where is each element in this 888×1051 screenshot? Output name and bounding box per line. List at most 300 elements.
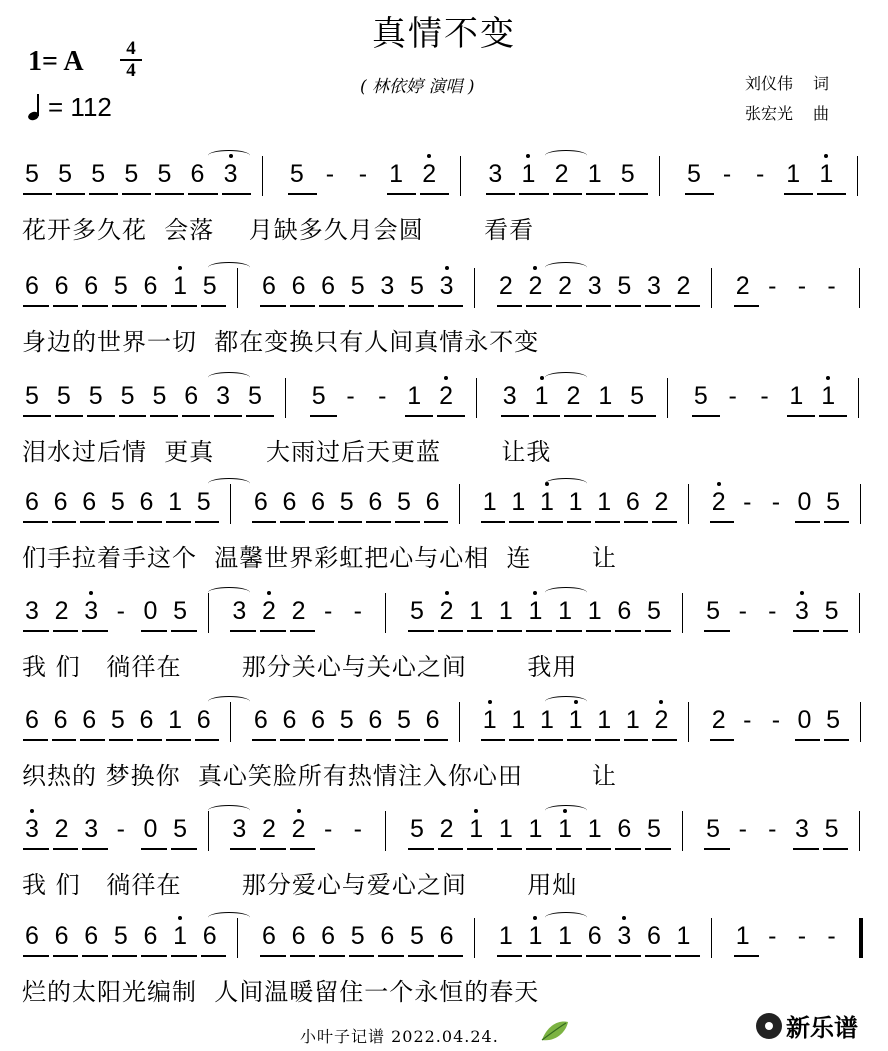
eighth-underline [53,305,79,307]
eighth-underline [824,521,849,523]
barline [859,811,860,851]
eighth-underline [437,415,465,417]
eighth-underline [214,415,242,417]
score-line [0,587,888,687]
eighth-underline [538,739,563,741]
note: 6 [53,706,68,734]
barline [459,702,460,742]
eighth-underline [586,848,612,850]
eighth-underline [171,630,197,632]
lyrics-line: 我 们 徜徉在 那分爱心与爱心之间 用灿 [22,871,578,899]
note: 5 [646,815,661,843]
notes-line [0,372,888,432]
note: 6 [25,488,39,516]
eighth-underline [586,305,612,307]
sustain-dash: - [771,488,781,516]
sustain-dash: - [827,272,836,300]
note: 5 [196,488,211,516]
eighth-underline [201,955,227,957]
eighth-underline [615,630,641,632]
eighth-underline [817,193,846,195]
note: 6 [321,272,336,300]
eighth-underline [420,193,449,195]
barline [230,484,231,524]
eighth-underline [252,739,277,741]
note: 5 [113,922,128,950]
eighth-underline [23,739,48,741]
note: 1 [676,922,691,950]
eighth-underline [538,521,563,523]
song-title: 真情不变 [372,14,516,54]
eighth-underline [171,955,197,957]
eighth-underline [53,848,79,850]
eighth-underline [710,521,735,523]
note: 3 [84,815,99,843]
eighth-underline [692,415,720,417]
note: 5 [289,160,304,188]
barline [667,378,668,418]
eighth-underline [23,521,48,523]
eighth-underline [734,305,760,307]
note: 5 [824,597,839,625]
note: 6 [261,922,276,950]
notes-line [0,150,888,210]
barline [474,918,475,958]
eighth-underline [497,848,523,850]
tie-arc [545,912,587,923]
eighth-underline [823,630,849,632]
eighth-underline [481,521,506,523]
eighth-underline [112,955,138,957]
eighth-underline [645,630,671,632]
note: 5 [826,706,841,734]
tie-arc [545,372,587,383]
note: 6 [587,922,602,950]
eighth-underline [195,739,220,741]
note: 6 [25,922,39,950]
tie-arc [545,805,587,816]
score-line [0,150,888,250]
barline [860,702,861,742]
note: 5 [410,922,424,950]
eighth-underline [155,193,184,195]
note: 5 [339,706,354,734]
note: 5 [630,382,645,410]
note: 6 [143,922,158,950]
note: 5 [350,922,365,950]
note: 5 [58,160,73,188]
note: 2 [566,382,581,410]
eighth-underline [288,193,317,195]
note: 0 [143,597,158,625]
eighth-underline [438,305,464,307]
tie-arc [545,478,587,489]
note: 5 [311,382,326,410]
barline [385,593,386,633]
barline [385,811,386,851]
eighth-underline [280,739,305,741]
sustain-dash: - [323,597,333,625]
note: 6 [139,706,154,734]
barline [859,593,860,633]
eighth-underline [309,521,334,523]
note: 2 [498,272,513,300]
note: 6 [53,488,68,516]
note: 2 [259,597,279,625]
eighth-underline [533,415,561,417]
note: 1 [525,597,545,625]
barline [859,268,860,308]
site-logo [756,1008,858,1043]
eighth-underline [624,521,649,523]
sustain-dash: - [768,597,777,625]
eighth-underline [556,848,582,850]
eighth-underline [408,848,434,850]
note: 6 [380,922,395,950]
eighth-underline [52,521,77,523]
octave-dot [826,376,830,380]
eighth-underline [553,193,582,195]
eighth-underline [23,955,49,957]
eighth-underline [793,630,819,632]
barline [860,484,861,524]
eighth-underline [467,630,493,632]
eighth-underline [82,305,108,307]
note: 1 [498,597,513,625]
notes-line [0,696,888,756]
tie-arc [208,912,250,923]
eighth-underline [795,521,820,523]
barline [230,702,231,742]
octave-dot [659,700,663,704]
sustain-dash: - [797,922,807,950]
eighth-underline [188,193,217,195]
eighth-underline [319,305,345,307]
note: 3 [614,922,634,950]
eighth-underline [501,415,529,417]
tie-arc [208,262,250,273]
note: 6 [368,706,383,734]
octave-dot [89,591,93,595]
note: 6 [368,488,383,516]
barline [459,484,460,524]
eighth-underline [378,305,404,307]
eighth-underline [53,955,79,957]
note: 5 [25,382,39,410]
eighth-underline [80,739,105,741]
eighth-underline [787,415,815,417]
note: 5 [824,815,839,843]
barline [857,156,858,196]
lyrics-line: 泪水过后情 更真 大雨过后天更蓝 让我 [22,438,552,466]
note: 5 [826,488,841,516]
eighth-underline [645,955,671,957]
eighth-underline [260,630,286,632]
note: 5 [157,160,172,188]
eighth-underline [23,305,49,307]
sustain-dash: - [323,815,333,843]
final-barline [859,918,863,958]
note: 5 [687,160,701,188]
note: 2 [735,272,750,300]
eighth-underline [387,193,416,195]
notes-line [0,805,888,865]
tie-arc [545,262,587,273]
eighth-underline [171,848,197,850]
note: 6 [253,488,268,516]
eighth-underline [252,521,277,523]
note: 2 [709,488,729,516]
eighth-underline [166,521,191,523]
note: 5 [706,815,721,843]
note: 3 [232,815,247,843]
tie-arc [208,696,250,707]
note: 5 [113,272,128,300]
note: 3 [587,272,602,300]
note: 6 [646,922,661,950]
eighth-underline [23,415,51,417]
note: 5 [706,597,721,625]
eighth-underline [567,521,592,523]
eighth-underline [260,848,286,850]
eighth-underline [290,305,316,307]
eighth-underline [137,739,162,741]
eighth-underline [675,305,701,307]
note: 6 [311,706,326,734]
note: 5 [350,272,365,300]
eighth-underline [734,955,760,957]
note: 3 [488,160,503,188]
lyrics-line: 烂的太阳光编制 人间温暖留住一个永恒的春天 [22,978,540,1006]
barline [262,156,263,196]
barline [711,268,712,308]
notes-line [0,912,888,972]
octave-dot [297,809,301,813]
octave-dot [178,266,182,270]
eighth-underline [704,848,730,850]
octave-dot [445,266,449,270]
barline [208,593,209,633]
eighth-underline [408,630,434,632]
barline [688,702,689,742]
note: 1 [170,922,190,950]
octave-dot [444,376,448,380]
key-signature: 1= A [28,46,84,77]
barline [285,378,286,418]
logo-text: 新乐谱 [786,1014,858,1042]
eighth-underline [408,305,434,307]
note: 2 [291,597,306,625]
eighth-underline [141,955,167,957]
eighth-underline [645,848,671,850]
eighth-underline [80,521,105,523]
barline [682,593,683,633]
eighth-underline [195,521,220,523]
eighth-underline [509,739,534,741]
eighth-underline [366,739,391,741]
eighth-underline [556,630,582,632]
sustain-dash: - [768,272,777,300]
note: 3 [792,597,812,625]
eighth-underline [290,955,316,957]
note: 1 [170,272,190,300]
octave-dot [540,376,544,380]
eighth-underline [52,739,77,741]
eighth-underline [823,848,849,850]
barline [688,484,689,524]
note: 3 [380,272,395,300]
sustain-dash: - [755,160,765,188]
note: 1 [587,160,602,188]
note: 2 [676,272,691,300]
note: 5 [173,815,188,843]
eighth-underline [497,305,523,307]
note: 5 [152,382,167,410]
score-line [0,262,888,362]
note: 1 [558,922,572,950]
eighth-underline [628,415,656,417]
note: 1 [587,597,602,625]
eighth-underline [260,305,286,307]
eighth-underline [53,630,79,632]
eighth-underline [795,739,820,741]
eighth-underline [645,305,671,307]
eighth-underline [652,521,677,523]
note: 5 [202,272,217,300]
note: 5 [620,160,635,188]
eighth-underline [586,193,615,195]
time-top: 4 [126,38,136,59]
note: 5 [410,272,424,300]
note: 6 [25,272,39,300]
sustain-dash: - [827,922,836,950]
eighth-underline [615,305,641,307]
sustain-dash: - [743,488,752,516]
sustain-dash: - [353,815,362,843]
octave-dot [427,154,431,158]
eighth-underline [89,193,118,195]
barline [237,918,238,958]
eighth-underline [526,630,552,632]
lyrics-line: 身边的世界一切 都在变换只有人间真情永不变 [22,328,540,356]
sustain-dash: - [738,815,747,843]
note: 6 [143,272,158,300]
note: 1 [789,382,804,410]
eighth-underline [615,955,641,957]
eighth-underline [438,955,464,957]
eighth-underline [246,415,274,417]
eighth-underline [112,305,138,307]
sustain-dash: - [358,160,368,188]
sustain-dash: - [771,706,781,734]
disc-icon [756,1013,782,1039]
note: 1 [566,706,586,734]
eighth-underline [710,739,735,741]
eighth-underline [290,848,316,850]
eighth-underline [509,521,534,523]
note: 5 [396,706,411,734]
octave-dot [800,591,804,595]
note: 5 [25,160,39,188]
note: 5 [410,815,424,843]
eighth-underline [23,848,49,850]
lyrics-line: 织热的 梦换你 真心笑脸所有热情注入你心田 让 [22,762,617,790]
octave-dot [267,591,271,595]
note: 5 [396,488,411,516]
note: 6 [425,488,440,516]
note: 6 [261,272,276,300]
note: 3 [216,382,231,410]
eighth-underline [82,630,108,632]
note: 1 [498,922,513,950]
eighth-underline [615,848,641,850]
note: 5 [110,488,125,516]
note: 1 [555,815,575,843]
eighth-underline [109,739,134,741]
score-line [0,805,888,905]
lyrics-line: 们手拉着手这个 温馨世界彩虹把心与心相 连 让 [22,544,617,572]
note: 1 [532,382,552,410]
note: 6 [84,922,99,950]
notes-line [0,262,888,322]
barline [711,918,712,958]
eighth-underline [319,955,345,957]
note: 2 [54,815,69,843]
note: 5 [247,382,262,410]
note: 1 [625,706,640,734]
eighth-underline [819,415,847,417]
eighth-underline [793,848,819,850]
sustain-dash: - [353,597,362,625]
eighth-underline [338,739,363,741]
note: 6 [617,815,632,843]
note: 2 [436,382,456,410]
octave-dot [717,482,721,486]
eighth-underline [349,955,375,957]
note: 6 [196,706,211,734]
sustain-dash: - [378,382,387,410]
note: 6 [82,488,97,516]
note: 6 [425,706,440,734]
eighth-underline [141,848,167,850]
barline [682,811,683,851]
octave-dot [526,154,530,158]
eighth-underline [595,739,620,741]
eighth-underline [526,305,552,307]
note: 5 [339,488,354,516]
eighth-underline [486,193,515,195]
note: 1 [598,382,613,410]
octave-dot [824,154,828,158]
eighth-underline [280,521,305,523]
octave-dot [178,916,182,920]
note: 5 [410,597,424,625]
sustain-dash: - [797,272,807,300]
eighth-underline [349,305,375,307]
eighth-underline [481,739,506,741]
note: 6 [54,922,69,950]
note: 2 [651,706,671,734]
eighth-underline [438,848,464,850]
note: 5 [646,597,661,625]
transcriber-credit: 小叶子记谱 2022.04.24. [300,1027,499,1046]
note: 3 [646,272,661,300]
eighth-underline [586,955,612,957]
octave-dot [445,591,449,595]
note: 1 [528,815,543,843]
eighth-underline [141,305,167,307]
note: 2 [54,597,69,625]
